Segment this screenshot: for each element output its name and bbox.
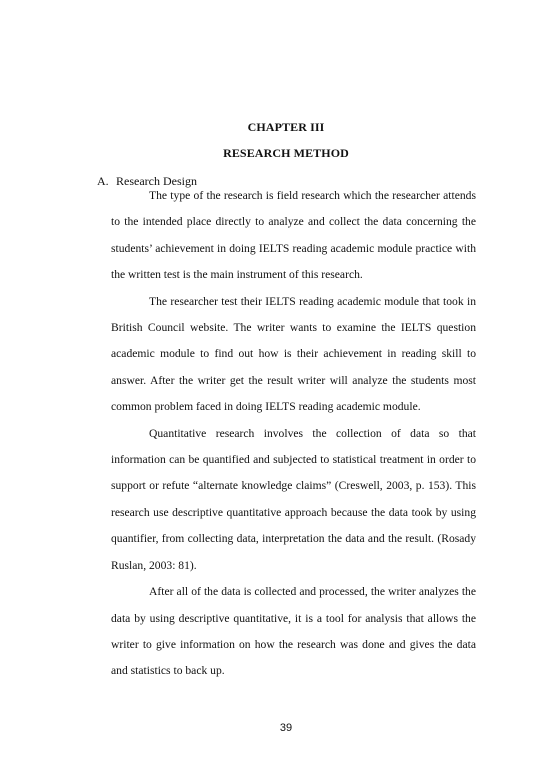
paragraph-3: Quantitative research involves the collection of data so that information can be quantified and subjected to statistical treatment in order to support or refute “alternate knowledge claims” (Creswell, 2003, p. 153). This research use descriptive quantitative approach because the data took by using quantifier, from collecting data, interpretation the data and the result. (Rosady Ruslan, 2003: 81). (111, 426, 476, 572)
section-letter: A. (97, 174, 109, 188)
page-number: 39 (279, 722, 293, 734)
paragraph-2: The researcher test their IELTS reading academic module that took in British Council website. The writer wants to examine the IELTS question academic module to find out how is their achievement in reading skill to answer. After the writer get the result writer will analyze the students most common problem faced in doing IELTS reading academic module. (111, 294, 476, 414)
section-title: Research Design (116, 174, 197, 188)
body-text (111, 183, 476, 685)
paragraph-4: After all of the data is collected and processed, the writer analyzes the data by using descriptive quantitative, it is a tool for analysis that allows the writer to give information on how the research was done and gives the data and statistics to back up. (111, 585, 476, 678)
chapter-heading: CHAPTER III (247, 120, 325, 134)
chapter-title: RESEARCH METHOD (223, 146, 349, 160)
paragraph-1: The type of the research is field research which the researcher attends to the intended place directly to analyze and collect the data concerning the students’ achievement in doing IELTS reading academic module practice with the written test is the main instrument of this research. (111, 189, 476, 282)
